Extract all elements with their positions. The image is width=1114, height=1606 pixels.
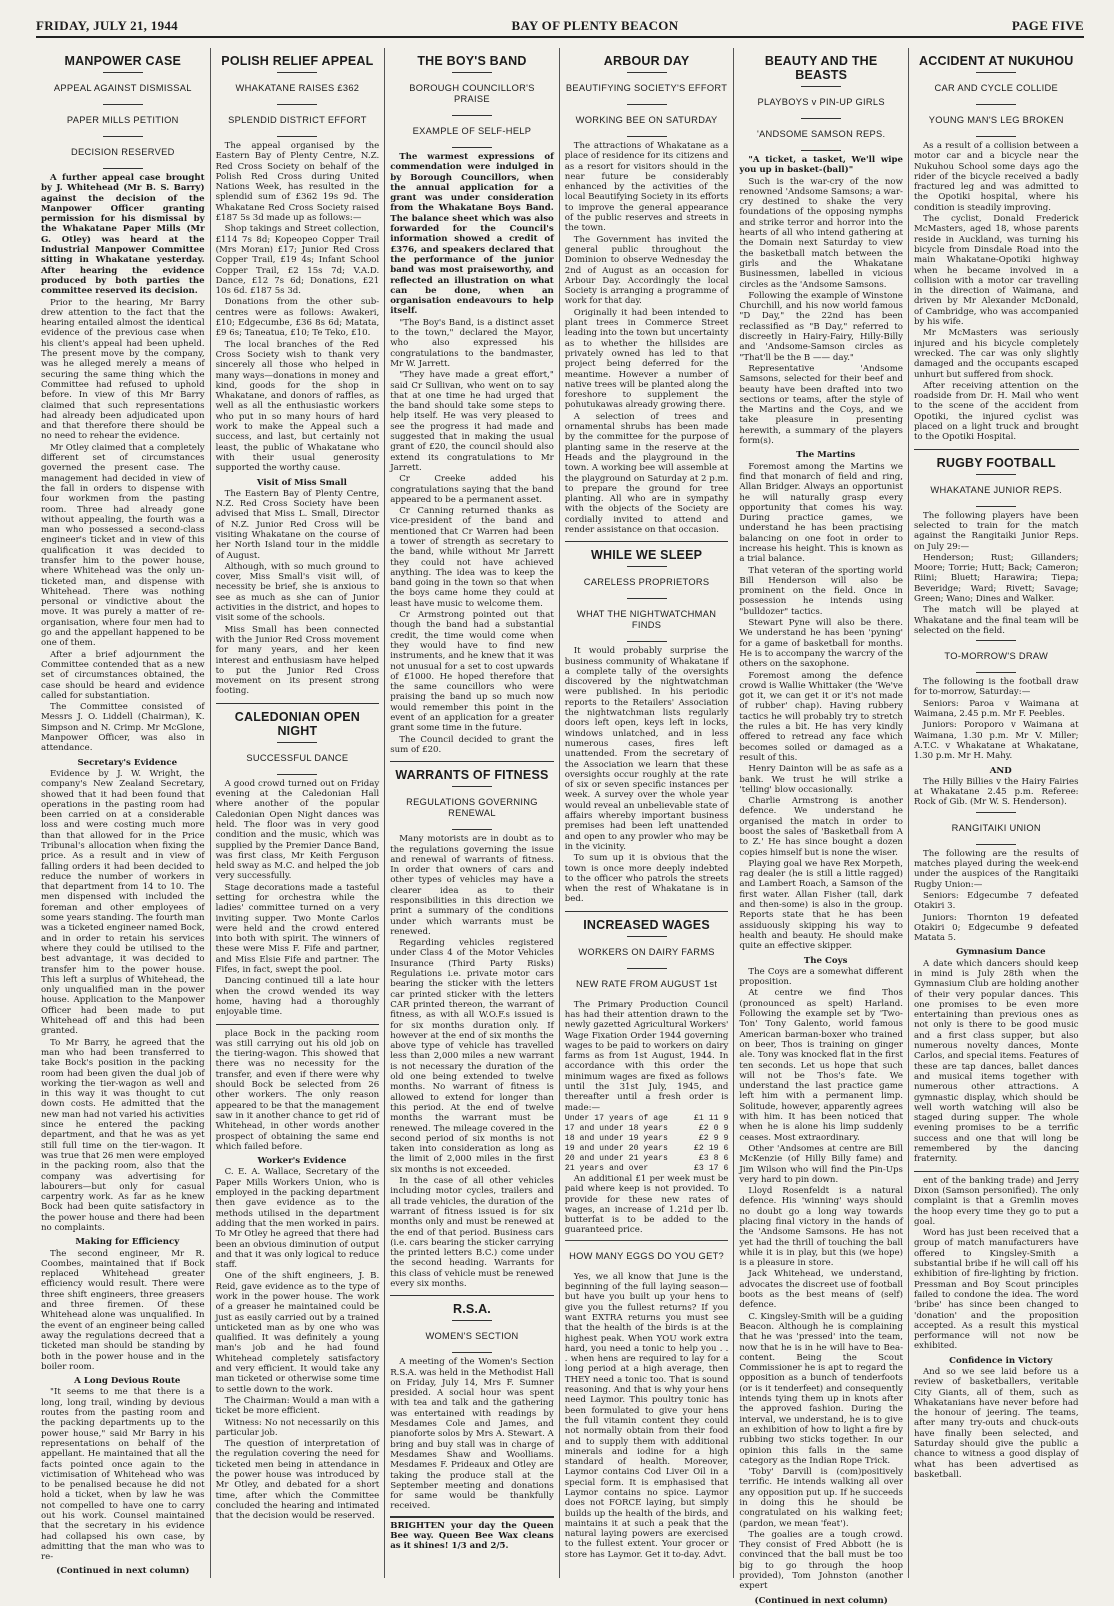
table-row <box>565 1114 729 1124</box>
wage-age: 21 years and over <box>564 1163 649 1173</box>
paragraph: Shop takings and Street collection, £114 7s 8d; Kopeopeo Copper Trail (Mrs Moran) £17; Junior Red Cross Copper Trail, £19 4s; Infant School Copper Trail, £2 15s 7d; V.A.D. Dance, £12 7s 6d; Donations, £21 10s 6d. £187 5s 3d. <box>215 224 380 297</box>
section-heading: Worker's Evidence <box>257 1156 347 1167</box>
paragraph: The Eastern Bay of Plenty Centre, N.Z. Red Cross Society have been advised that Miss L. Small, Director of N.Z. Junior Red Cross will be visiting Whakatane on the course of her North Island tour in the middle of August. <box>215 488 380 561</box>
subhead: WORKERS ON DAIRY FARMS <box>578 946 715 957</box>
paragraph: Juniors: Poroporo v Waimana at Waimana, 1.30 p.m. Mr V. Miller; A.T.C. v Whakatane at Whakatane, 1.30 p.m. Mr H. Mahy. <box>913 720 1079 762</box>
paragraph: The Chairman: Would a man with a ticket be more efficient. <box>215 1395 380 1417</box>
headline-rugby: RUGBY FOOTBALL <box>936 455 1056 470</box>
paragraph: An additional £1 per week must be paid where keep is not provided. To provide for these new rates of wages, an increase of 1.21d per lb. butterfat is to be added to the guaranteed price. <box>564 1173 729 1236</box>
paragraph: Charlie Armstrong is another defence. We understand he organised the match in order to boost the sales of 'Basketball from A to Z.' He has since bought a dozen copies himself but is none the wiser. <box>739 796 903 858</box>
column-3 <box>385 48 560 1578</box>
subhead: PLAYBOYS v PIN-UP GIRLS <box>757 97 885 107</box>
paragraph: A selection of trees and ornamental shrubs has been made by the committee for the purpose of planting same in the reserve at the Heads and the playground in the town. A working bee will assemble at the playground on Saturday at 2 p.m. to prepare the ground for tree planting. All who are in sympathy with the objects of the Society are cordially invited to attend and render assistance on that occasion. <box>564 411 729 535</box>
subhead: WHAKATANE RAISES £362 <box>235 83 360 93</box>
paragraph: place Bock in the packing room was still carrying out his old job on the tiering-wagon. This showed that there was no necessity for the transfer, and even if there were why should Bock be selected from 26 other workers. The only reason appeared to be that the management saw in it another chance to get rid of Whitehead, in other words another prospect of obtaining the same end which failed before. <box>215 1028 380 1152</box>
divider <box>627 72 667 73</box>
wage-rate: £3 17 6 <box>693 1163 729 1173</box>
divider <box>565 911 729 912</box>
paragraph: It would probably surprise the business community of Whakatane if a complete tally of the oversights discovered by the nightwatchman were published. In his periodic reports to the Retailers' Association the nightwatchman lists regularly doors left open, keys left in locks, windows unlatched, and in less numerous cases, fires left unattended. From the secretary of the Association we learn that these oversights occur roughly at the rate of six or seven specific instances per week. A survey over the whole year would reveal an unbelievable state of affairs whereby important business premises had been left unattended and open to any prowler who may be in the vicinity. <box>564 646 729 852</box>
page-number: PAGE FIVE <box>1011 18 1084 33</box>
subhead: 'ANDSOME SAMSON REPS. <box>756 129 886 139</box>
divider <box>103 104 143 105</box>
subhead: CARELESS PROPRIETORS <box>583 577 710 588</box>
paragraph: Representative 'Andsome Samsons, selected for their beef and beauty have been drafted into two sections or teams, after the style of the Martins and the Coys, and we take pleasure in presenting herewith, a summary of the players form(s). <box>739 363 903 447</box>
divider <box>565 1240 729 1241</box>
subhead: BOROUGH COUNCILLOR'S PRAISE <box>409 83 535 104</box>
divider <box>976 104 1016 105</box>
paragraph: At centre we find Thos (pronounced as spelt) Harland. Following the example set by 'Two-Ton' Tony Galento, world famous American barman-boxer who trained on beer, Thos is training on ginger ale. Tony was knocked flat in the first ten seconds. Let us hope that such will not be Thos's fate. We understand the last practice game left him with a permanent limp. Solitude, however, apparently agrees with him. It has been noticed that when he is alone his limp suddenly ceases. Most extraordinary. <box>739 988 903 1143</box>
subhead: WHAKATANE JUNIOR REPS. <box>930 484 1063 495</box>
headline-caledonian: CALEDONIAN OPEN NIGHT <box>234 709 360 738</box>
paragraph: ent of the banking trade) and Jerry Dixon (Samson personified). The only complaint is that a Gremlin moves the hoop every time they go to put a goal. <box>913 1175 1079 1227</box>
subhead: YOUNG MAN'S LEG BROKEN <box>928 115 1064 125</box>
divider <box>565 541 729 542</box>
subhead: SPLENDID DISTRICT EFFORT <box>228 115 367 125</box>
divider <box>390 1295 554 1296</box>
column-2 <box>211 48 386 1578</box>
subhead: WOMEN'S SECTION <box>425 1331 519 1342</box>
paragraph: Following the example of Winstone Churchill, and his now world famous "D Day," the 22nd has been reclassified as "B Day," referred to discreetly in Hairy-Fairy, Hilly-Billy and 'Andsome-Samson circles as "That'll be the B —— day." <box>739 290 903 363</box>
paragraph: Henry Dainton will be as safe as a bank. We trust he will strike a 'telling' blow occasionally. <box>739 764 903 795</box>
paragraph: In the case of all other vehicles including motor cycles, trailers and all trade vehicles, the duration of the warrant of fitness issued is for six months only and must be renewed at the end of that period. Business cars (i.e. cars bearing the sticker carrying the printed letters B.C.) come under the second heading. Warrants for this class of vehicle must be renewed every six months. <box>390 1176 554 1289</box>
divider <box>801 118 841 119</box>
subhead: EXAMPLE OF SELF-HELP <box>412 126 532 136</box>
wage-rate: £1 11 9 <box>693 1113 729 1123</box>
divider <box>452 115 492 116</box>
headline-rsa: R.S.A. <box>452 1302 491 1317</box>
paragraph: "They have made a great effort," said Cr Sullivan, who went on to say that at one time he had urged that the band should take some steps to help itself. He was very pleased to see the progress it had made and suggested that in making the usual grant of £20, the council should also extend its congratulations to Mr Jarrett. <box>390 370 554 473</box>
subhead: WHAT THE NIGHTWATCHMAN FINDS <box>576 609 717 631</box>
section-heading: The Martins <box>796 450 856 461</box>
paragraph: To sum up it is obvious that the town is once more deeply indebted to the officer who patrols the streets when the rest of Whakatane is in bed. <box>564 853 729 905</box>
table-row <box>565 1124 729 1134</box>
column-1 <box>36 48 211 1578</box>
continued-note: (Continued in next column) <box>56 1566 190 1577</box>
divider <box>914 1171 1079 1172</box>
wage-age: 18 and under 19 years <box>564 1133 668 1143</box>
paragraph: The goalies are a tough crowd. They consist of Fred Abbott (he is convinced that the ball must be too big to go through the hoop provided), Tom Johnston (another expert <box>739 1529 903 1592</box>
headline-increased-wages: INCREASED WAGES <box>583 917 710 932</box>
wage-age: 17 and under 18 years <box>564 1123 668 1133</box>
section-heading: Secretary's Evidence <box>77 757 178 768</box>
divider <box>452 1320 492 1321</box>
paragraph: Evidence by J. W. Wright, the company's New Zealand Secretary, showed that it had been found that operations in the pasting room had been carried on at a considerable loss and were costing much more than that allowed for in the Price Tribunal's allocation when fixing the price. As a result and in view of falling orders it had been decided to reduce the number of workers in that department from 14 to 10. The men dispensed with included the foreman and other employees of some years standing. The fourth man was a ticketed engineer named Bock, and in order to retain his services where they could be utilised to the best advantage, it was decided to transfer him to the power house. This left a surplus of Whitehead, the only unqualified man in the power house. Application to the Manpower Officer had been made to put Whitehead off and this had been granted. <box>41 768 205 1037</box>
paragraph: After a brief adjournment the Committee contended that as a new set of circumstances obtained, the case should be heard and evidence called for substantiation. <box>41 649 205 701</box>
continued-note: (Continued in next column) <box>754 1595 888 1606</box>
paragraph: Juniors: Thornton 19 defeated Otakiri 0; Edgecumbe 9 defeated Matata 5. <box>913 912 1079 944</box>
paragraph: After receiving attention on the roadside from Dr. H. Mail who went to the scene of the accident from Opotiki, the injured cyclist was placed on a light truck and brought to the Opotiki Hospital. <box>913 380 1079 443</box>
paragraph: A date which dancers should keep in mind is July 28th when the Gymnasium Club are holding another of their very popular dances. This one promises to be even more entertaining than previous ones as not only is there to be good music and a first class supper, but also numerous novelty dances, Monte Carlos, and special items. Features of these are tap dances, ballet dances and musical items together with numerous other attractions. A gymnastic display, which should be well worth watching will also be staged during supper. The whole evening promises to be a terrific success and one that will long be remembered by the dancing fraternity. <box>913 958 1079 1165</box>
paragraph: And so we see laid before us a review of basketballers, veritable City Giants, all of them, such as Whakatanians have never before had the honour of jeering. The teams, after many try-outs and chuck-outs have finally been selected, and Saturday should give the public a chance to witness a good display of what has been advertised as basketball. <box>913 1366 1079 1480</box>
paragraph: "The Boy's Band, is a distinct asset to the town," declared the Mayor, who also expressed his congratulations to the bandmaster, Mr W. Jarrett. <box>390 317 554 369</box>
divider <box>976 506 1016 507</box>
paragraph: Cr Canning returned thanks as vice-president of the band and mentioned that Cr Warren had been a tower of strength as secretary to the band, while without Mr Jarrett they could not have achieved anything. The idea was to keep the band going in the town so that when the boys came home they could at least have music to welcome them. <box>390 506 554 609</box>
divider <box>627 968 667 969</box>
section-heading: A Long Devious Route <box>74 1376 181 1387</box>
paragraph: Regarding vehicles registered under Class 4 of the Motor Vehicles Insurance (Third Party Risks) Regulations i.e. private motor cars bearing the sticker with the letters car printed sticker with the letters CAR printed thereon, the warrant of fitness, as with all W.O.F.s issued is for six months duration only. If however at the end of six months the above type of vehicle has travelled less than 2,000 miles a new warrant is not necessary the duration of the old one being extended to twelve months. No warrant of fitness is allowed to extend for longer than this period. At the end of twelve months the warrant must be renewed. The mileage covered in the second period of six months is not taken into consideration as long as the limit of 2,000 miles in the first six months is not exceeded. <box>390 938 554 1175</box>
paragraph: Foremost among the defence crowd is Wallie Whittaker (the 'We've got it, we can get it or it's not made of rubber' chap). Having rubbery tactics he will probably try to stretch the rules a bit. He has very kindly offered to retread any face which becomes soiled or damaged as a result of this. <box>739 670 903 763</box>
divider <box>627 936 667 937</box>
subhead: RANGITAIKI UNION <box>951 822 1041 833</box>
headline-beauty-beasts: BEAUTY AND THE BEASTS <box>764 54 878 82</box>
divider <box>627 641 667 642</box>
paragraph: Henderson; Rust; Gillanders; Moore; Torrie; Hutt; Back; Cameron; Riini; Bluett; Harawira; Tiepa; Beveridge; Ward; Rivett; Savage; Green; Wano; Dines and Walker. <box>913 552 1079 604</box>
subhead: WORKING BEE ON SATURDAY <box>575 115 718 125</box>
column-6 <box>909 48 1084 1578</box>
subhead: BEAUTIFYING SOCIETY'S EFFORT <box>565 83 728 93</box>
paragraph: The Primary Production Council has had their attention drawn to the newly gazetted Agricultural Workers' Wage Fixation Order 1944 governing wages to be paid to workers on dairy farms as from 1st August, 1944. In accordance with this order the minimum wages are fixed as follows until the 31st July, 1945, and thereafter until a fresh order is made:— <box>564 999 729 1113</box>
section-heading: Making for Efficiency <box>75 1237 180 1248</box>
paragraph: Mr McMasters was seriously injured and his bicycle completely wrecked. The car was only slightly damaged and the occupants escaped unhurt but suffered from shock. <box>913 328 1079 380</box>
divider <box>452 786 492 787</box>
newspaper-name: BAY OF PLENTY BEACON <box>511 18 679 33</box>
paragraph: The Coys are a somewhat different proposition. <box>739 966 903 988</box>
paragraph: The following are the results of matches played during the week-end under the auspices of the Rangitaiki Rugby Union:— <box>913 848 1079 890</box>
paragraph: The Committee consisted of Messrs J. O. Liddell (Chairman), K. Simpson and N. Crimp. Mr McGlone, Manpower Officer, was also in attendance. <box>41 702 205 754</box>
subhead: PAPER MILLS PETITION <box>66 115 179 125</box>
paragraph: The appeal organised by the Eastern Bay of Plenty Centre, N.Z. Red Cross Society on behalf of the Polish Red Cross during United Nations Week, has resulted in the splendid sum of £362 19s 9d. The Whakatane Red Cross Society raised £187 5s 3d made up as follows:— <box>215 141 380 224</box>
divider <box>277 72 317 73</box>
table-row <box>565 1164 729 1174</box>
wage-rate: £2 0 9 <box>698 1123 729 1133</box>
headline-polish-relief: POLISH RELIEF APPEAL <box>221 54 374 68</box>
wage-age: Under 17 years of age <box>564 1113 668 1123</box>
subhead: CAR AND CYCLE COLLIDE <box>934 83 1059 93</box>
section-heading: Visit of Miss Small <box>256 477 347 488</box>
warcry: "A ticket, a tasket, We'll wipe you up in basket-(ball)" <box>739 155 903 176</box>
divider <box>277 742 317 743</box>
paragraph: The following players have been selected to train for the match against the Rangitaiki Junior Reps. on July 29:— <box>913 510 1079 552</box>
paragraph: C. Kingsley-Smith will be a guiding Beacon. Although he is complaining that he was 'pressed' into the team, now that he is in he will have to Bea-content. Being the Scout Commissioner he is apt to regard the opposition as a bunch of tenderfoots (or is it tenderfeet) and consequently intends tying them up in knots after the approved fashion. During the interval, we understand, he is to give an exhibition of how to light a fire by rubbing two sticks together. In our opinion this falls in the same category as the Indian Rope Trick. <box>739 1311 903 1466</box>
wage-age: 19 and under 20 years <box>564 1143 668 1153</box>
column-5 <box>734 48 909 1606</box>
masthead-rule <box>36 36 1084 38</box>
subhead: REGULATIONS GOVERNING RENEWAL <box>406 797 538 819</box>
column-4 <box>560 48 735 1578</box>
divider <box>976 640 1016 641</box>
queen-bee-advert: BRIGHTEN your day the Queen Bee way. Queen Bee Wax cleans as it shines! 1/3 and 2/5. <box>390 1516 554 1552</box>
paragraph: The Hilly Billies v the Hairy Fairies at Whakatane 2.45 p.m. Referee: Rock of Gib. (Mr W. S. Henderson). <box>913 776 1079 808</box>
paragraph: Miss Small has been connected with the Junior Red Cross movement for many years, and her keen interest and enthusiasm have helped to put the Junior Red Cross movement on its present strong footing. <box>215 624 380 697</box>
paragraph: Stewart Pyne will also be there. We understand he has been 'pyning' for a game of basketball for months. He is to accompany the warcry of the others on the saxophone. <box>739 618 903 670</box>
paragraph: To Mr Barry, he agreed that the man who had been transferred to take Bock's position in the packing room had been given the dual job of working the tier-wagon as well and in this way it was thought to cut down costs. He admitted that the new man had not varied his activities since he entered the packing department, and that he was as yet still full time on the tier-wagon. It was true that 26 men were employed in the packing room, also that the company was advertising for labourers—but only for casual carpentry work. As far as he knew Bock had been quite satisfactory in the power house and there had been no complaints. <box>41 1037 205 1233</box>
paragraph: The attractions of Whakatane as a place of residence for its citizens and as a resort for visitors should in the near future be considerably enhanced by the activities of the local Beautifying Society in its efforts to improve the general appearance of the public reserves and streets in the town. <box>564 141 729 234</box>
divider <box>976 72 1016 73</box>
paragraph: The Council decided to grant the sum of £20. <box>390 734 554 755</box>
divider <box>627 598 667 599</box>
divider <box>627 104 667 105</box>
headline-while-we-sleep: WHILE WE SLEEP <box>591 548 703 563</box>
paragraph: As a result of a collision between a motor car and a bicycle near the Nukuhou School some days ago the rider of the bicycle received a badly fractured leg and was admitted to the Opotiki hospital, where his condition is steadily improving. <box>913 141 1079 213</box>
issue-date: FRIDAY, JULY 21, 1944 <box>36 18 178 33</box>
divider <box>452 829 492 830</box>
wage-rate: £2 9 9 <box>698 1133 729 1143</box>
divider <box>627 566 667 567</box>
divider <box>976 812 1016 813</box>
paragraph: Word has just been received that a group of match manufacturers have offered to Kingsley-Smith a substantial bribe if he will call off his exhibition of fire-lighting by friction. Pressman and Boy Scout principles failed to condone the idea. The word 'bribe' has since been changed to 'donation' and the proposition accepted. As a result this mystical performance will not now be exhibited. <box>913 1228 1079 1352</box>
paragraph: "It seems to me that there is a long, long trail, winding by devious routes from the pasting room and the packing departments up to the power house," said Mr Barry in his representations on behalf of the appellant. He maintained that all the facts pointed once again to the victimisation of Whitehead who was to be penalised because he did not hold a ticket, when by law he was not compelled to have one to carry out his work. Counsel maintained that the secretary in his evidence had collapsed his own case, by admitting that the man who was to re- <box>41 1387 205 1563</box>
headline-boys-band: THE BOY'S BAND <box>417 54 527 68</box>
divider <box>216 1024 380 1025</box>
paragraph: Yes, we all know that June is the beginning of the full laying season—but have you built up your hens to give you the fullest returns? If you want EXTRA returns you must see that the health of the birds is at the highest peak. When YOU work extra hard, you need a tonic to help you . . . when hens are required to lay for a long period at a high average, then THEY need a tonic too. That is sound reasoning. And that is why your hens need Laymor. This poultry tonic has been formulated to give your hens the full vitamin content they could not normally obtain from their food and to supply them with additional minerals and iodine for a high standard of health. Moreover, Laymor contains Cod Liver Oil in a special form. It is emphasised that Laymor contains no spice. Laymor does not FORCE laying, but simply builds up the health of the birds, and maintains it at such a peak that the natural laying powers are exercised to the fullest extent. Your grocer or store has Laymor. Get it to-day. Advt. <box>564 1271 729 1560</box>
paragraph: Mr Otley claimed that a completely different set of circumstances governed the present case. The management had decided in view of the fall in orders to dispense with four workmen from the pasting room. Three had already gone without appealing, the fourth was a man who possessed a second-class engineer's ticket and in view of this qualification it was decided to transfer him to the power house, where Whitehead was the only un-ticketed man, and dispense with Whitehead. There was nothing personal or vindictive about the move. It was purely a matter of re-organisation, where four men had to go and the appellant happened to be one of them. <box>41 442 205 649</box>
paragraph: Seniors: Paroa v Waimana at Waimana, 2.45 p.m. Mr F. Peebles. <box>913 698 1079 720</box>
paragraph: Jack Whitehead, we understand, advocates the discreet use of football boots as the best means of (self) defence. <box>739 1269 903 1311</box>
paragraph: The second engineer, Mr R. Coombes, maintained that if Bock replaced Whitehead greater efficiency would result. There were three shift engineers, three greasers and three firemen. Of these Whitehead alone was unqualified. In the event of an engineer being called away the regulations decreed that a ticketed man should be standing by both in the power house and in the boiler room. <box>41 1248 205 1372</box>
headline-warrants: WARRANTS OF FITNESS <box>395 768 549 783</box>
divider <box>801 86 841 87</box>
divider <box>452 72 492 73</box>
divider <box>976 136 1016 137</box>
paragraph: C. E. A. Wallace, Secretary of the Paper Mills Workers Union, who is employed in the packing department then gave evidence as to the methods utilised in the department adding that the men worked in pairs. To Mr Otley he agreed that there had been an obvious diminution of output and that it was only logical to reduce staff. <box>215 1167 380 1271</box>
headline-manpower-case: MANPOWER CASE <box>64 54 182 68</box>
paragraph: Donations from the other sub-centres were as follows: Awakeri, £10; Edgecumbe, £36 8s 6d; Matata, £9 6s; Taneatua, £10; Te Teko, £10. <box>215 297 380 339</box>
paragraph: One of the shift engineers, J. B. Reid, gave evidence as to the type of work in the power house. The work of a greaser he maintained could be just as easily carried out by a trained unticketed man as by one who was qualified. It was definitely a young man's job and he had found Whitehead completely satisfactory and very efficient. It would take any man ticketed or otherwise some time to settle down to the work. <box>215 1271 380 1395</box>
wage-table <box>565 1114 729 1174</box>
section-heading: Gymnasium Dance <box>955 947 1046 958</box>
section-heading: AND <box>989 765 1012 776</box>
paragraph: That veteran of the sporting world Bill Henderson will also be prominent on the field. Once in possession he intends using "bulldozer" tactics. <box>739 565 903 617</box>
paragraph: Dancing continued till a late hour when the crowd wended its way home, having had a thoroughly enjoyable time. <box>215 976 380 1018</box>
wage-rate: £3 8 6 <box>698 1153 729 1163</box>
paragraph: Stage decorations made a tasteful setting for orchestra while the ladies' committee turned on a very inviting supper. Two Monte Carlos were held and the crowd entered into both with spirit. The winners of these were Miss F. Fife and partner, and Miss Elsie Fife and partner. The Fifes, in fact, swept the pool. <box>215 882 380 976</box>
paragraph: Foremost among the Martins we find that monarch of field and ring, Allan Bridger. Always an opportunist he will naturally grasp every opportunity that comes his way. During practice games, we understand he has been practising balancing on one foot in order to increase his height. This is known as a trial balance. <box>739 461 903 565</box>
paragraph: The question of interpretation of the regulation covering the need for ticketed men being in attendance in the power house was introduced by Mr Otley, and debated for a short time, after which the Committee concluded the hearing and intimated that the decision would be reserved. <box>215 1439 380 1522</box>
subhead: DECISION RESERVED <box>70 147 175 157</box>
paragraph: The Government has invited the general public throughout the Dominion to observe Wednesday the 2nd of August as an occasion for Arbour Day. Accordingly the local Society is arranging a programme of work for that day. <box>564 234 729 307</box>
divider <box>801 150 841 151</box>
article-intro: The warmest expressions of commendation were indulged in by Borough Councillors, when the annual application for a grant was under consideration from the Whakatane Boys Band. The balance sheet which was also forwarded for the Council's information showed a credit of £376, and speakers declared that the performance of the junior band was most praiseworthy, and reflected an illustration on what can be done, when an organisation endeavours to help itself. <box>390 152 554 317</box>
subhead: SUCCESSFUL DANCE <box>246 752 349 763</box>
wage-rate: £2 19 6 <box>693 1143 729 1153</box>
section-heading: The Coys <box>803 955 848 966</box>
paragraph: Other 'Andsomes at centre are Bill McKenzie (of Hilly Billy fame) and Jim Wilson who will find the Pin-Ups very hard to pin down. <box>739 1143 903 1185</box>
headline-arbour-day: ARBOUR DAY <box>603 54 690 68</box>
headline-accident: ACCIDENT AT NUKUHOU <box>919 54 1074 68</box>
table-row <box>565 1134 729 1144</box>
divider <box>103 72 143 73</box>
paragraph: Lloyd Rosenfeldt is a natural defence. His 'winning' ways should no doubt go a long way towards placing final victory in the hands of the 'Andsome Samsons. He has not yet had the thrill of touching the ball while it is in play, but this (we hope) is a pleasure in store. <box>739 1186 903 1269</box>
divider <box>976 474 1016 475</box>
paragraph: Witness: No not necessarily on this particular job. <box>215 1417 380 1438</box>
table-row <box>565 1154 729 1164</box>
divider <box>627 136 667 137</box>
divider <box>976 672 1016 673</box>
divider <box>452 147 492 148</box>
paragraph: Such is the war-cry of the now renowned 'Andsome Samsons; a war-cry destined to shake the very foundations of the opposing nymphs and strike terror and horror into the hearts of all who intend gathering at the Domain next Saturday to view the basketball match between the girls and the Whakatane Businessmen, labelled in vicious circles as the 'Andsome Samsons. <box>739 176 903 290</box>
newspaper-page <box>36 48 1084 1606</box>
subhead: TO-MORROW'S DRAW <box>944 651 1049 662</box>
paragraph: Originally it had been intended to plant trees in Commerce Street leading into the town but uncertainty as to whether the hillsides are privately owned has led to that project being deferred for the meantime. However a number of native trees will be planted along the foreshore to supplement the pohutukawas already growing there. <box>564 307 729 411</box>
table-row <box>565 1144 729 1154</box>
paragraph: Many motorists are in doubt as to the regulations governing the issue and renewal of warrants of fitness. In order that owners of cars and other types of vehicles may have a clearer idea as to their responsibilities in this direction we print a summary of the conditions under which warrants must be renewed. <box>390 834 554 937</box>
paragraph: The match will be played at Whakatane and the final team will be selected on the field. <box>913 605 1079 636</box>
paragraph: Cr Creeke added his congratulations saying that the band appeared to be a permanent asset. <box>390 474 554 505</box>
divider <box>452 1352 492 1353</box>
paragraph: The local branches of the Red Cross Society wish to thank very sincerely all those who helped in many ways—donations in money and kind, goods for the shop in Whakatane, and donors of raffles, as well as all the enthusiastic workers who put in so many hours of hard work to make the Appeal such a success, and last, but certainly not least, the public of Whakatane who with their usual generosity supported the worthy cause. <box>215 339 380 474</box>
paragraph: Playing goal we have Rex Morpeth, rag dealer (he is still a little ragged) and Lambert Roach, a Samson of the first water. Allan Fisher (tall, dark and then-some) is also in the group. Reports state that he has been assiduously skipping his way to health and beauty. He should make quite an effective skipper. <box>739 858 903 952</box>
divider <box>103 136 143 137</box>
divider <box>216 703 380 704</box>
paragraph: Prior to the hearing, Mr Barry drew attention to the fact that the hearing entailed almost the identical evidence of the previous case when his client's appeal had been upheld. The present move by the company, was he alleged merely a means of securing the same thing which the Committee had refused to uphold before. In view of this Mr Barry claimed that such representations had already been adjudicated upon and that therefore there should be no need to rehear the evidence. <box>41 297 205 442</box>
divider <box>390 761 554 762</box>
subhead: HOW MANY EGGS DO YOU GET? <box>569 1250 725 1261</box>
paragraph: 'Toby' Darvill is (com)positively terrific. He intends walking all over any opposition put up. If he succeeds in doing this he should be congratulated on his walking feet; (pardon, we mean 'feat'). <box>739 1467 903 1529</box>
divider <box>103 168 143 169</box>
divider <box>277 136 317 137</box>
paragraph: Although, with so much ground to cover, Miss Small's visit will, of necessity be brief, she is anxious to see as much as she can of Junior activities in the district, and hopes to visit some of the schools. <box>215 561 380 624</box>
divider <box>277 104 317 105</box>
paragraph: A meeting of the Women's Section R.S.A. was held in the Methodist Hall on Friday, July 14, Mrs F. Sumner presided. A social hour was spent with tea and talk and the gathering was entertained with readings by Mesdames Cole and James, and pianoforte solos by Mrs A. Stewart. A bring and buy stall was in charge of Mesdames Shaw and Woolliams. Mesdames F. Prideaux and Otley are taking the produce stall at the September meeting and donations for same would be thankfully received. <box>390 1357 554 1512</box>
divider <box>914 449 1079 450</box>
paragraph: The following is the football draw for to-morrow, Saturday:— <box>913 677 1079 698</box>
subhead: APPEAL AGAINST DISMISSAL <box>53 83 192 93</box>
paragraph: The cyclist, Donald Frederick McMasters, aged 18, whose parents reside in Auckland, was turning his bicycle from Dinsdale Road into the main Whakatane-Opotiki highway when he became involved in a collision with a motor car travelling in the direction of Waimana, and driven by Mr Alexander McDonald, of Cambridge, who was accompanied by his wife. <box>913 214 1079 328</box>
section-heading: Confidence in Victory <box>949 1355 1053 1366</box>
wage-age: 20 and under 21 years <box>564 1153 668 1163</box>
subhead: NEW RATE FROM AUGUST 1st <box>576 978 718 989</box>
paragraph: Cr Armstrong pointed out that though the band had a substantial credit, the time would come when they would have to find new instruments, and he knew that it was not unusual for a set to cost upwards of £1000. He hoped therefore that the same councillors who were praising the band up so much now would remember this point in the event of an application for a greater grant some time in the future. <box>390 610 554 734</box>
divider <box>277 774 317 775</box>
paragraph: Seniors: Edgecumbe 7 defeated Otakiri 3. <box>913 890 1079 912</box>
divider <box>976 844 1016 845</box>
paragraph: A good crowd turned out on Friday evening at the Caledonian Hall where another of the popular Caledonian Open Night dances was held. The floor was in very good condition and the music, which was supplied by the Premier Dance Band, was first class, Mr Keith Ferguson held sway as M.C. and helped the job very successfully. <box>215 778 380 882</box>
article-intro: A further appeal case brought by J. Whitehead (Mr B. S. Barry) against the decision of the Manpower Officer granting permission for his dismissal by the Whakatane Paper Mills (Mr G. Otley) was heard at the Industrial Manpower Committee sitting in Whakatane yesterday. After hearing the evidence produced by both parties the committee reserved its decision. <box>41 173 205 297</box>
masthead <box>36 10 1084 34</box>
